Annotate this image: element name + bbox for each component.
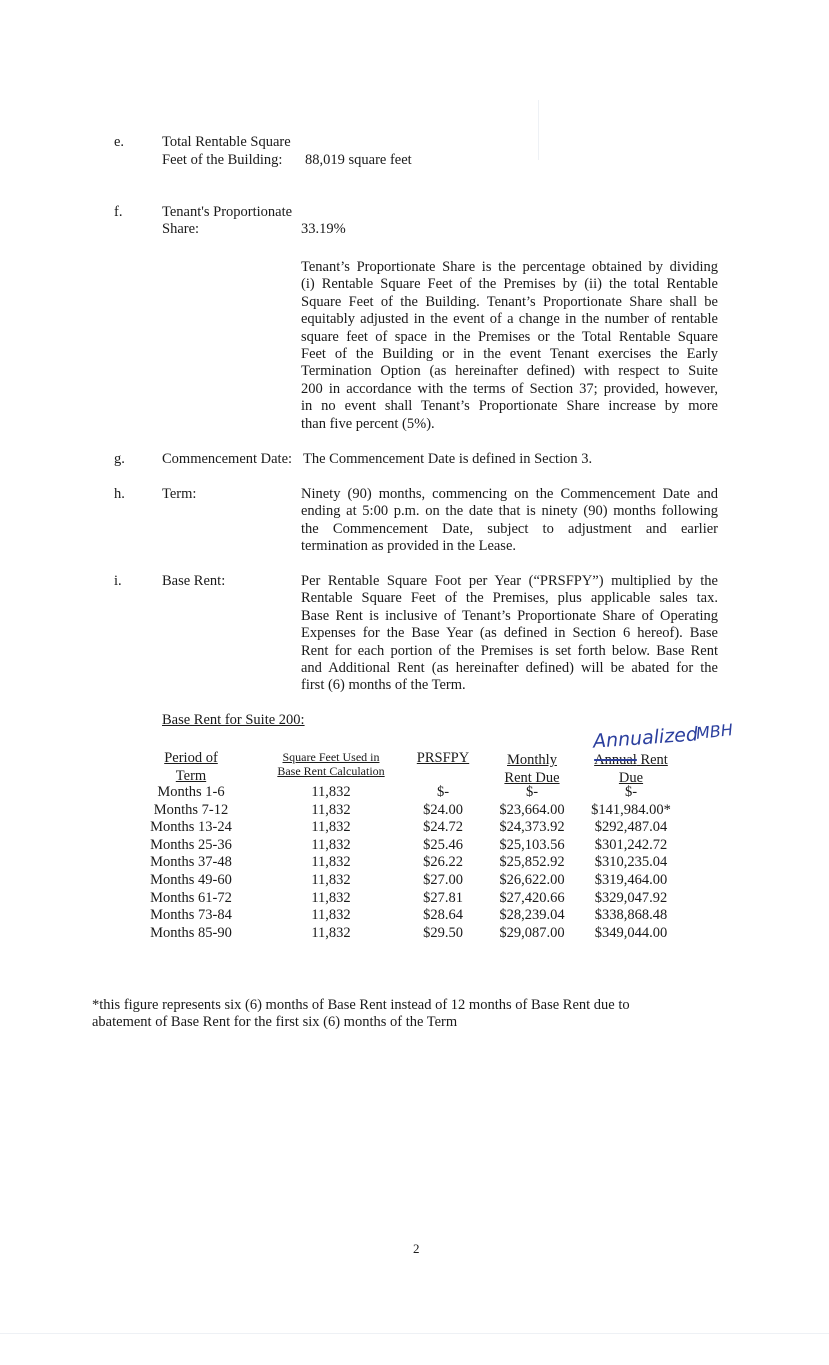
paragraph-line: square feet of space in the Premises or the Total Rentable Square [301, 328, 718, 345]
cell-prsfpy: $27.81 [423, 889, 463, 906]
cell-period: Months 61-72 [150, 889, 232, 906]
section-h-paragraph [301, 486, 718, 556]
paragraph-line: Tenant’s Proportionate Share is the percentage obtained by dividing [301, 259, 718, 275]
section-f-value: 33.19% [301, 221, 346, 237]
cell-sqft: 11,832 [311, 872, 351, 888]
header-period-line2: Term [175, 767, 207, 784]
section-g-label: Commencement Date: [162, 451, 293, 467]
cell-period: Months 7-12 [153, 801, 229, 818]
cell-prsfpy: $24.00 [423, 801, 463, 818]
cell-period: Months 85-90 [150, 924, 232, 941]
handwritten-annualized: Annualized [592, 723, 699, 753]
paragraph-line: Rentable Square Feet of the Premises, plus applicable sales tax. [301, 590, 718, 607]
cell-prsfpy: $- [436, 784, 450, 800]
cell-annual: $- [624, 784, 638, 800]
section-f-letter: f. [114, 204, 123, 220]
scan-artifact-line [538, 100, 539, 160]
paragraph-line: than five percent (5%). [301, 415, 435, 432]
paragraph-line: equitably adjusted in the event of a change in the number of rentable [301, 311, 718, 328]
paragraph-line: (i) Rentable Square Feet of the Premises by (ii) the total Rentable [301, 276, 718, 293]
section-f-paragraph [301, 259, 718, 433]
cell-prsfpy: $26.22 [423, 854, 463, 871]
scan-artifact-bottom [0, 1333, 829, 1334]
cell-monthly: $27,420.66 [499, 889, 565, 906]
rent-table-title: Base Rent for Suite 200: [162, 712, 305, 728]
header-period-line1: Period of [164, 750, 218, 766]
paragraph-line: Expenses for the Base Year (as defined in Section 6 hereof). Base [301, 625, 718, 642]
cell-sqft: 11,832 [311, 854, 351, 871]
cell-sqft: 11,832 [311, 784, 351, 800]
cell-period: Months 49-60 [150, 872, 232, 888]
section-g-value: The Commencement Date is defined in Section 3. [303, 451, 593, 467]
section-e-label-line1: Total Rentable Square [162, 134, 291, 150]
section-f-label-line2: Share: [162, 221, 200, 237]
paragraph-line: Base Rent is inclusive of Tenant’s Proportionate Share of Operating [301, 607, 718, 624]
cell-sqft: 11,832 [311, 836, 351, 853]
header-sqft-line2: Base Rent Calculation [277, 764, 385, 778]
cell-monthly: $24,373.92 [499, 819, 565, 836]
paragraph-line: Termination Option (as hereinafter defined) with respect to Suite [301, 363, 718, 380]
paragraph-line: Rent for each portion of the Premises is set forth below. Base Rent [301, 642, 718, 659]
header-sqft [266, 750, 396, 778]
section-i-label: Base Rent: [162, 573, 226, 589]
cell-monthly: $25,103.56 [499, 836, 565, 853]
cell-period: Months 37-48 [150, 854, 232, 871]
section-i-letter: i. [114, 573, 122, 589]
cell-sqft: 11,832 [311, 819, 351, 836]
cell-annual: $349,044.00 [594, 924, 668, 941]
cell-period: Months 25-36 [150, 836, 232, 853]
cell-annual: $301,242.72 [594, 836, 668, 853]
section-f-label-line1: Tenant's Proportionate [162, 204, 293, 220]
section-h-letter: h. [114, 486, 125, 502]
page-number: 2 [413, 1241, 420, 1256]
cell-period: Months 13-24 [150, 819, 232, 836]
cell-period: Months 73-84 [150, 907, 232, 924]
paragraph-line: Square Feet of the Building. Tenant’s Proportionate Share shall be [301, 293, 718, 310]
cell-monthly: $23,664.00 [499, 801, 565, 818]
cell-sqft: 11,832 [311, 907, 351, 924]
cell-annual: $329,047.92 [594, 889, 668, 906]
cell-period: Months 1-6 [157, 784, 225, 800]
footnote-line-2: abatement of Base Rent for the first six (6) months of the Term [92, 1014, 458, 1030]
section-e-value: 88,019 square feet [305, 152, 412, 168]
section-e-letter: e. [114, 134, 125, 150]
header-period [141, 750, 241, 785]
header-annual-line2: Due [618, 769, 644, 786]
section-g-letter: g. [114, 451, 125, 467]
cell-monthly: $- [525, 784, 539, 800]
header-sqft-line1: Square Feet Used in [282, 750, 380, 764]
cell-annual: $310,235.04 [594, 854, 668, 871]
cell-sqft: 11,832 [311, 889, 351, 906]
cell-prsfpy: $27.00 [423, 872, 463, 888]
paragraph-line: 200 in accordance with the terms of Section 37; provided, however, [301, 380, 718, 397]
cell-prsfpy: $28.64 [423, 907, 463, 924]
header-monthly-line1: Monthly [507, 752, 557, 768]
cell-sqft: 11,832 [311, 801, 351, 818]
cell-prsfpy: $24.72 [423, 819, 463, 836]
handwritten-initials: MBH [695, 720, 734, 743]
paragraph-line: Ninety (90) months, commencing on the Commencement Date and [301, 486, 718, 502]
paragraph-line: first (6) months of the Term. [301, 677, 466, 694]
header-annual [578, 752, 684, 787]
cell-annual: $141,984.00* [591, 801, 671, 818]
footnote-line-1: *this figure represents six (6) months of Base Rent instead of 12 months of Base Rent due to [92, 997, 630, 1013]
header-monthly-line2: Rent Due [504, 769, 560, 786]
section-h-label: Term: [162, 486, 197, 502]
header-prsfpy: PRSFPY [416, 750, 470, 766]
cell-prsfpy: $25.46 [423, 836, 463, 853]
header-annual-rest: Rent [636, 752, 668, 768]
cell-sqft: 11,832 [311, 924, 351, 941]
paragraph-line: Per Rentable Square Foot per Year (“PRSFPY”) multiplied by the [301, 573, 718, 589]
section-e-label-line2: Feet of the Building: [162, 152, 283, 168]
cell-prsfpy: $29.50 [423, 924, 463, 941]
header-annual-struck: Annual [594, 752, 637, 768]
paragraph-line: Feet of the Building or in the event Tenant exercises the Early [301, 345, 718, 362]
paragraph-line: termination as provided in the Lease. [301, 538, 517, 555]
cell-monthly: $26,622.00 [499, 872, 565, 888]
cell-annual: $338,868.48 [594, 907, 668, 924]
paragraph-line: and Additional Rent (as hereinafter defined) will be abated for the [301, 659, 718, 676]
cell-monthly: $25,852.92 [499, 854, 565, 871]
cell-monthly: $28,239.04 [499, 907, 565, 924]
section-i-paragraph [301, 573, 718, 695]
header-monthly [489, 752, 575, 787]
cell-annual: $319,464.00 [594, 872, 668, 888]
paragraph-line: in no event shall Tenant’s Proportionate Share increase by more [301, 398, 718, 415]
paragraph-line: ending at 5:00 p.m. on the date that is ninety (90) months following [301, 503, 718, 520]
cell-annual: $292,487.04 [594, 819, 668, 836]
paragraph-line: the Commencement Date, subject to adjustment and earlier [301, 520, 718, 537]
cell-monthly: $29,087.00 [499, 924, 565, 941]
